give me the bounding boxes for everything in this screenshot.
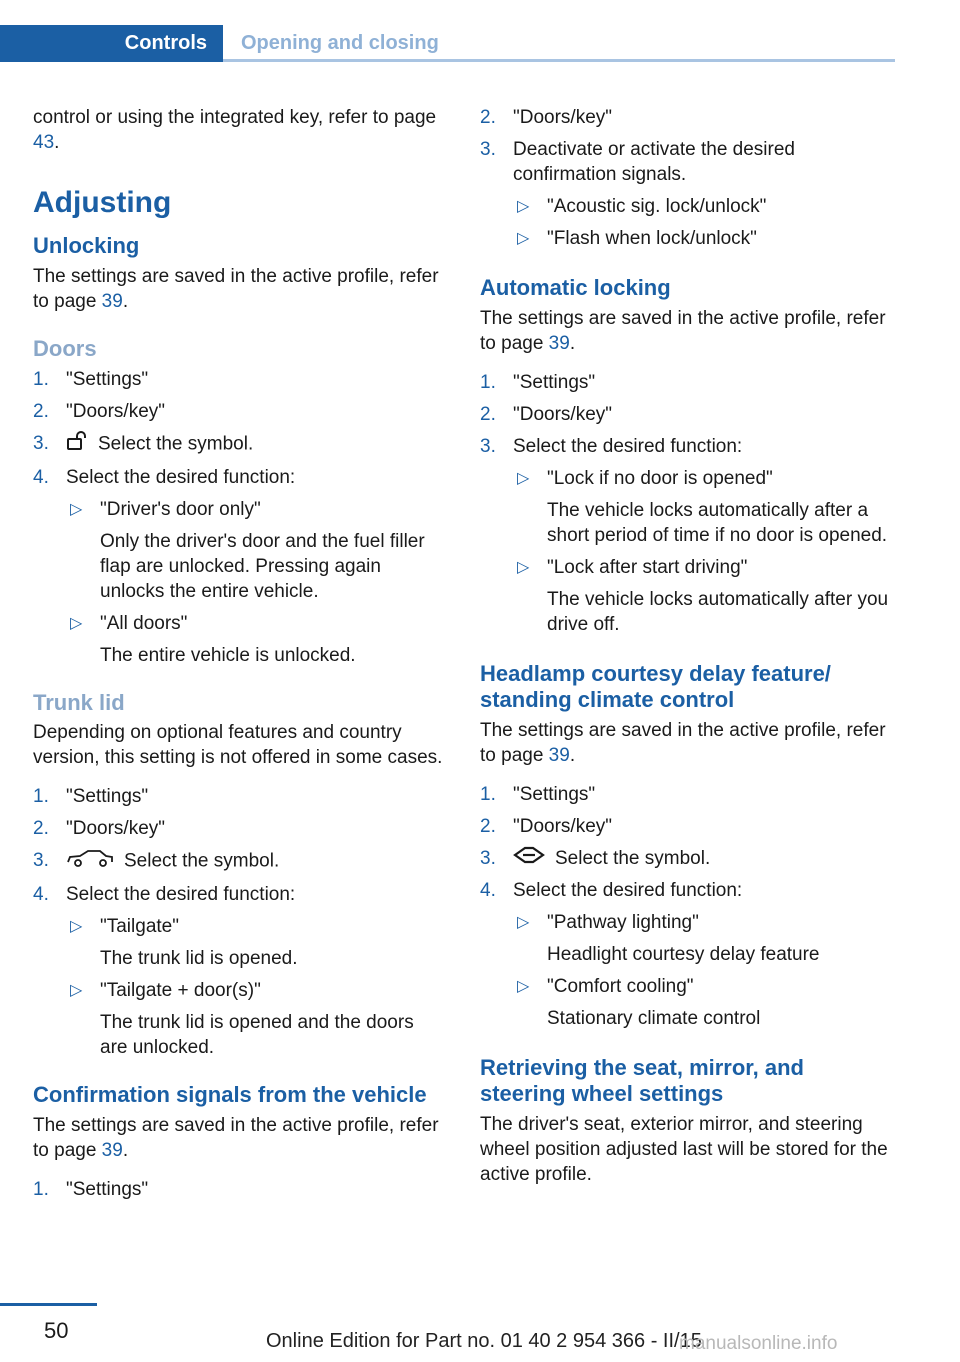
retrieve-paragraph: The driver's seat, exterior mirror, and steering wheel position adjusted last will be stored for the active profile. — [480, 1114, 888, 1186]
confirm-paragraph: The settings are saved in the active profile, refer to page 39. — [33, 1115, 439, 1161]
right-column — [480, 105, 890, 1187]
tab-controls[interactable]: Controls — [0, 25, 223, 62]
footer-divider — [0, 1303, 97, 1306]
list-item: 4. Select the desired function: — [33, 884, 296, 905]
list-item: ▷ "Tailgate" — [70, 916, 179, 937]
edition-text: Online Edition for Part no. 01 40 2 954 366 - II/15 — [266, 1330, 702, 1352]
bullet-triangle-icon: ▷ — [517, 978, 530, 996]
left-column — [33, 105, 443, 1202]
list-item: ▷ "Lock if no door is opened" — [517, 468, 773, 489]
bullet-triangle-icon: ▷ — [70, 918, 83, 935]
heading-headlamp-courtesy: Headlamp courtesy delay feature/ standing climate control — [480, 661, 831, 712]
list-item: 3. Deactivate or activate the desired confirmation signals. — [480, 139, 795, 185]
bullet-description: The vehicle locks automatically after you drive off. — [547, 589, 889, 635]
car-trunk-icon — [66, 848, 114, 875]
headlamp-light-icon — [513, 846, 545, 871]
list-item: 3. Select the symbol. — [480, 846, 890, 871]
bullet-description: The vehicle locks automatically after a short period of time if no door is opened. — [547, 500, 888, 546]
intro-paragraph: control or using the integrated key, refer to page 43. — [33, 107, 437, 153]
list-item: 4. Select the desired function: — [480, 880, 743, 902]
heading-confirmation-signals: Confirmation signals from the vehicle — [33, 1082, 427, 1107]
heading-automatic-locking: Automatic locking — [480, 275, 671, 300]
list-item: ▷ "All doors" — [70, 613, 188, 634]
list-item: ▷ "Acoustic sig. lock/unlock" — [517, 196, 767, 217]
watermark: manualsonline.info — [679, 1333, 838, 1354]
list-item: 3. Select the desired function: — [480, 436, 743, 457]
heading-retrieving-settings: Retrieving the seat, mirror, and steering wheel settings — [480, 1055, 804, 1107]
list-item: ▷ "Lock after start driving" — [517, 557, 748, 578]
page-link-39[interactable]: 39 — [548, 745, 570, 766]
bullet-description: Headlight courtesy delay feature — [547, 944, 820, 966]
list-item: 1. "Settings" — [33, 786, 149, 807]
unlocking-paragraph: The settings are saved in the active profile, refer to page 39. — [33, 266, 439, 312]
bullet-description: The trunk lid is opened and the doors are unlocked. — [100, 1012, 414, 1058]
bullet-triangle-icon: ▷ — [517, 198, 530, 215]
heading-trunk-lid: Trunk lid — [33, 690, 125, 715]
list-item: 1. "Settings" — [480, 372, 596, 393]
page-link-43[interactable]: 43 — [33, 132, 55, 153]
header-divider — [223, 59, 895, 62]
list-item: 2. "Doors/key" — [33, 401, 166, 422]
bullet-description: Stationary climate control — [547, 1008, 761, 1030]
list-item: ▷ "Pathway lighting" — [517, 912, 699, 934]
bullet-triangle-icon: ▷ — [70, 501, 83, 518]
unlock-padlock-icon — [66, 431, 88, 458]
heading-doors: Doors — [33, 336, 97, 361]
headlamp-paragraph: The settings are saved in the active profile, refer to page 39. — [480, 720, 886, 766]
list-item: 3. Select the symbol. — [33, 431, 443, 458]
page-number: 50 — [44, 1318, 69, 1343]
page-link-39[interactable]: 39 — [548, 333, 570, 354]
bullet-triangle-icon: ▷ — [70, 615, 83, 632]
list-item: 3. Select the symbol. — [33, 848, 443, 875]
tab-opening-and-closing[interactable]: Opening and closing — [241, 32, 439, 54]
list-item: 2. "Doors/key" — [480, 816, 613, 837]
autolock-paragraph: The settings are saved in the active profile, refer to page 39. — [480, 308, 886, 354]
list-item: 2. "Doors/key" — [33, 818, 166, 839]
list-item: 1. "Settings" — [33, 369, 149, 390]
page-header — [0, 0, 895, 62]
list-item: 2. "Doors/key" — [480, 107, 613, 128]
list-item: ▷ "Driver's door only" — [70, 499, 261, 520]
list-item: ▷ "Tailgate + door(s)" — [70, 980, 261, 1001]
bullet-triangle-icon: ▷ — [517, 470, 530, 487]
heading-adjusting: Adjusting — [33, 186, 172, 219]
bullet-triangle-icon: ▷ — [517, 230, 530, 247]
bullet-triangle-icon: ▷ — [70, 982, 83, 999]
bullet-description: The trunk lid is opened. — [100, 948, 298, 969]
list-item: 1. "Settings" — [480, 784, 596, 805]
trunk-paragraph: Depending on optional features and country version, this setting is not offered in some cases. — [33, 722, 443, 768]
bullet-description: Only the driver's door and the fuel filler flap are unlocked. Pressing again unlocks the entire vehicle. — [100, 531, 425, 602]
list-item: ▷ "Comfort cooling" — [517, 976, 694, 998]
heading-unlocking: Unlocking — [33, 233, 140, 258]
bullet-triangle-icon: ▷ — [517, 914, 530, 932]
list-item: ▷ "Flash when lock/unlock" — [517, 228, 757, 249]
bullet-description: The entire vehicle is unlocked. — [100, 645, 356, 666]
list-item: 1. "Settings" — [33, 1179, 149, 1200]
bullet-triangle-icon: ▷ — [517, 559, 530, 576]
list-item: 4. Select the desired function: — [33, 467, 296, 488]
page-link-39[interactable]: 39 — [101, 291, 123, 312]
list-item: 2. "Doors/key" — [480, 404, 613, 425]
page-link-39[interactable]: 39 — [101, 1140, 123, 1161]
